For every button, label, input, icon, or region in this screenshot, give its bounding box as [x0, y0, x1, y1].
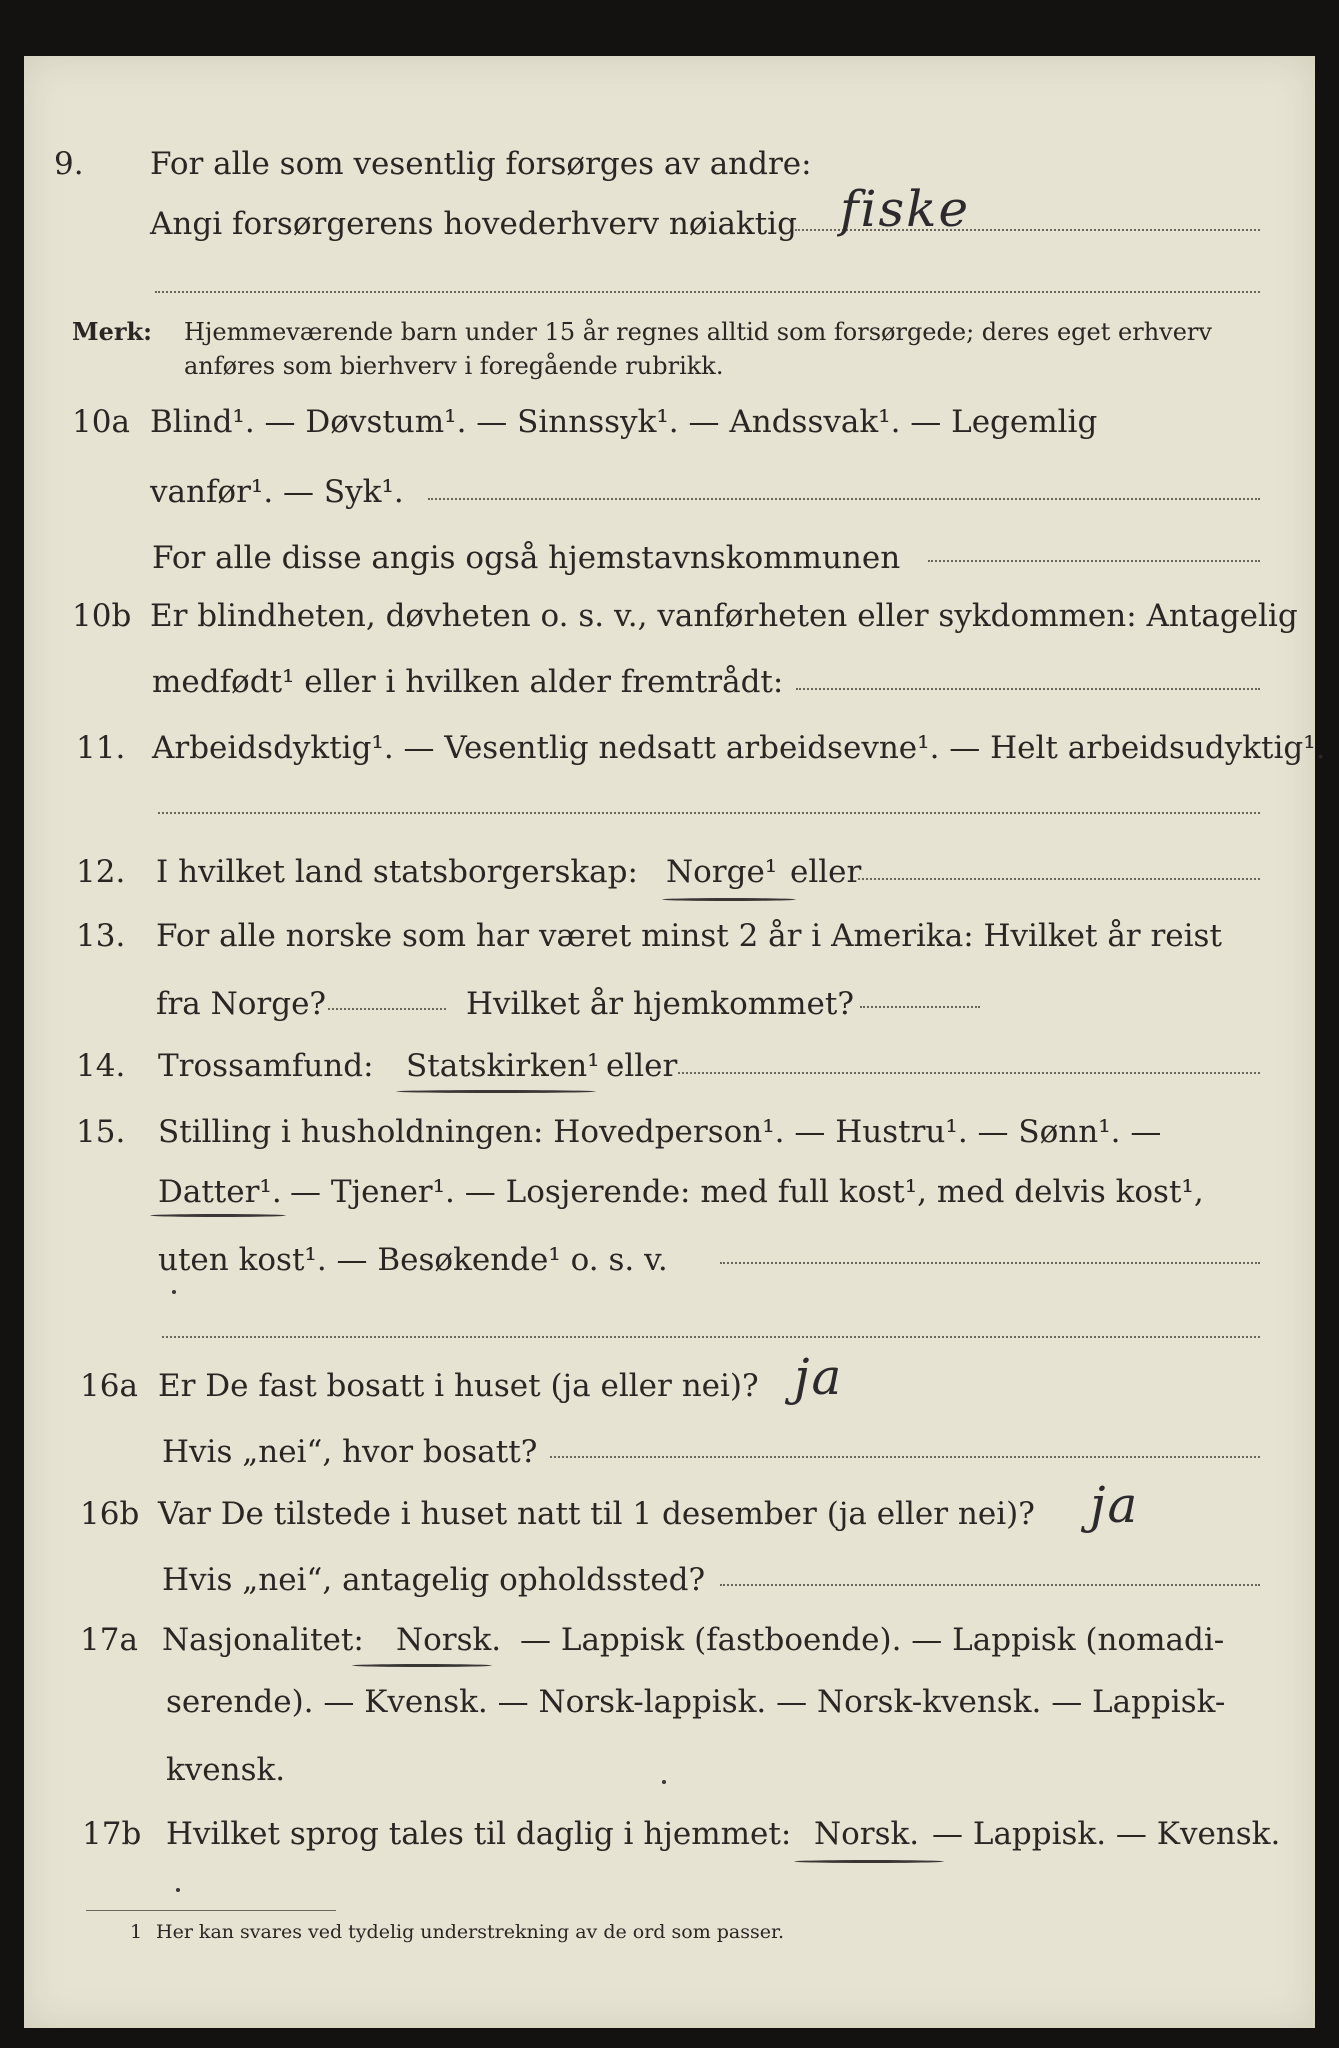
q13-text-2b: Hvilket år hjemkommet?	[466, 986, 854, 1022]
q12-text: I hvilket land statsborgerskap:	[156, 854, 638, 890]
q16a-handwritten-answer[interactable]: ja	[794, 1348, 844, 1406]
q16b-text-2: Hvis „nei“, antagelig opholdssted?	[162, 1562, 706, 1598]
q13-hjemkommet-line	[860, 1006, 980, 1008]
q13-number: 13.	[76, 918, 126, 954]
q17b-norsk-underline	[794, 1860, 944, 1863]
q10b-text-1: Er blindheten, døvheten o. s. v., vanførheten eller sykdommen: Antagelig	[150, 598, 1298, 634]
q13-reist-line	[328, 1008, 446, 1010]
q17b-norsk: Norsk.	[814, 1816, 920, 1852]
q15-text-3: uten kost¹. — Besøkende¹ o. s. v.	[158, 1242, 668, 1278]
q10a-text-1: Blind¹. — Døvstum¹. — Sinnssyk¹. — Andssvak¹. — Legemlig	[150, 404, 1098, 440]
q17a-text-label: Nasjonalitet:	[162, 1622, 364, 1658]
q16a-text-2: Hvis „nei“, hvor bosatt?	[162, 1434, 538, 1470]
q10b-answer-line	[796, 688, 1260, 690]
q10b-text-2: medfødt¹ eller i hvilken alder fremtrådt:	[152, 664, 784, 700]
ink-dot	[172, 1290, 176, 1294]
q13-text-2a: fra Norge?	[156, 986, 327, 1022]
q12-answer-line	[858, 878, 1260, 880]
merk-text-1: Hjemmeværende barn under 15 år regnes alltid som forsørgede; deres eget erhverv	[184, 318, 1212, 346]
q10b-number: 10b	[72, 598, 132, 634]
merk-text-2: anføres som bierhverv i foregående rubrikk.	[184, 352, 724, 380]
q12-norge-underline	[662, 898, 796, 901]
q17b-number: 17b	[82, 1816, 142, 1852]
q15-datter-underline	[150, 1214, 286, 1217]
q17a-norsk-underline	[352, 1664, 492, 1667]
q15-datter: Datter¹.	[158, 1174, 282, 1210]
q16a-number: 16a	[80, 1368, 138, 1404]
q10a-kommune-line	[928, 560, 1260, 562]
q9-number: 9.	[54, 146, 84, 182]
q11-text-1: Arbeidsdyktig¹. — Vesentlig nedsatt arbeidsevne¹. — Helt arbeidsudyktig¹.	[152, 730, 1326, 766]
q14-text: Trossamfund:	[158, 1048, 374, 1084]
q16a-text-1: Er De fast bosatt i huset (ja eller nei)?	[158, 1368, 759, 1404]
q11-answer-line	[158, 812, 1260, 814]
q17a-norsk: Norsk.	[396, 1622, 502, 1658]
q14-statskirken-underline	[396, 1090, 596, 1093]
q17a-text-2: serende). — Kvensk. — Norsk-lappisk. — Norsk-kvensk. — Lappisk-	[166, 1684, 1226, 1720]
q15-text-1: Stilling i husholdningen: Hovedperson¹. — Hustru¹. — Sønn¹. —	[158, 1114, 1162, 1150]
q14-eller: eller	[606, 1048, 678, 1084]
q16b-answer-line	[720, 1584, 1260, 1586]
q9-extra-line	[155, 291, 1260, 293]
q13-text-1: For alle norske som har været minst 2 år i Amerika: Hvilket år reist	[156, 918, 1222, 954]
q17a-text-3: kvensk.	[166, 1752, 286, 1788]
q15-text-2: — Tjener¹. — Losjerende: med full kost¹, med delvis kost¹,	[290, 1174, 1204, 1210]
q17a-text-1: — Lappisk (fastboende). — Lappisk (nomadi-	[520, 1622, 1225, 1658]
q10a-number: 10a	[72, 404, 130, 440]
q17b-rest: — Lappisk. — Kvensk.	[932, 1816, 1281, 1852]
q14-statskirken: Statskirken¹	[406, 1048, 600, 1084]
q15-extra-line	[162, 1336, 1260, 1338]
footnote-text: Her kan svares ved tydelig understrekning av de ord som passer.	[156, 1921, 785, 1943]
ink-dot	[176, 1888, 180, 1892]
q9-text-2: Angi forsørgerens hovederhverv nøiaktig	[150, 206, 797, 242]
q12-eller: eller	[790, 854, 862, 890]
q10a-text-3: For alle disse angis også hjemstavnskommunen	[152, 540, 901, 576]
merk-label: Merk:	[72, 317, 152, 346]
q16b-number: 16b	[80, 1496, 140, 1532]
q16a-answer-line	[550, 1456, 1260, 1458]
q16b-text-1: Var De tilstede i huset natt til 1 desember (ja eller nei)?	[158, 1496, 1035, 1532]
q14-number: 14.	[76, 1048, 126, 1084]
q9-handwritten-answer[interactable]: fiske	[840, 180, 971, 238]
ink-dot	[662, 1780, 666, 1784]
q15-number: 15.	[76, 1114, 126, 1150]
q9-text-1: For alle som vesentlig forsørges av andre:	[150, 146, 812, 182]
q11-number: 11.	[76, 730, 126, 766]
q12-norge: Norge¹	[666, 854, 778, 890]
q17b-text: Hvilket sprog tales til daglig i hjemmet:	[166, 1816, 792, 1852]
q12-number: 12.	[76, 854, 126, 890]
footnote-mark: 1	[130, 1921, 143, 1943]
q14-answer-line	[678, 1072, 1260, 1074]
q16b-handwritten-answer[interactable]: ja	[1090, 1476, 1140, 1534]
q17a-number: 17a	[80, 1622, 138, 1658]
q10a-text-2: vanfør¹. — Syk¹.	[150, 474, 404, 510]
q15-answer-line	[720, 1262, 1260, 1264]
q10a-syk-line	[428, 498, 1260, 500]
